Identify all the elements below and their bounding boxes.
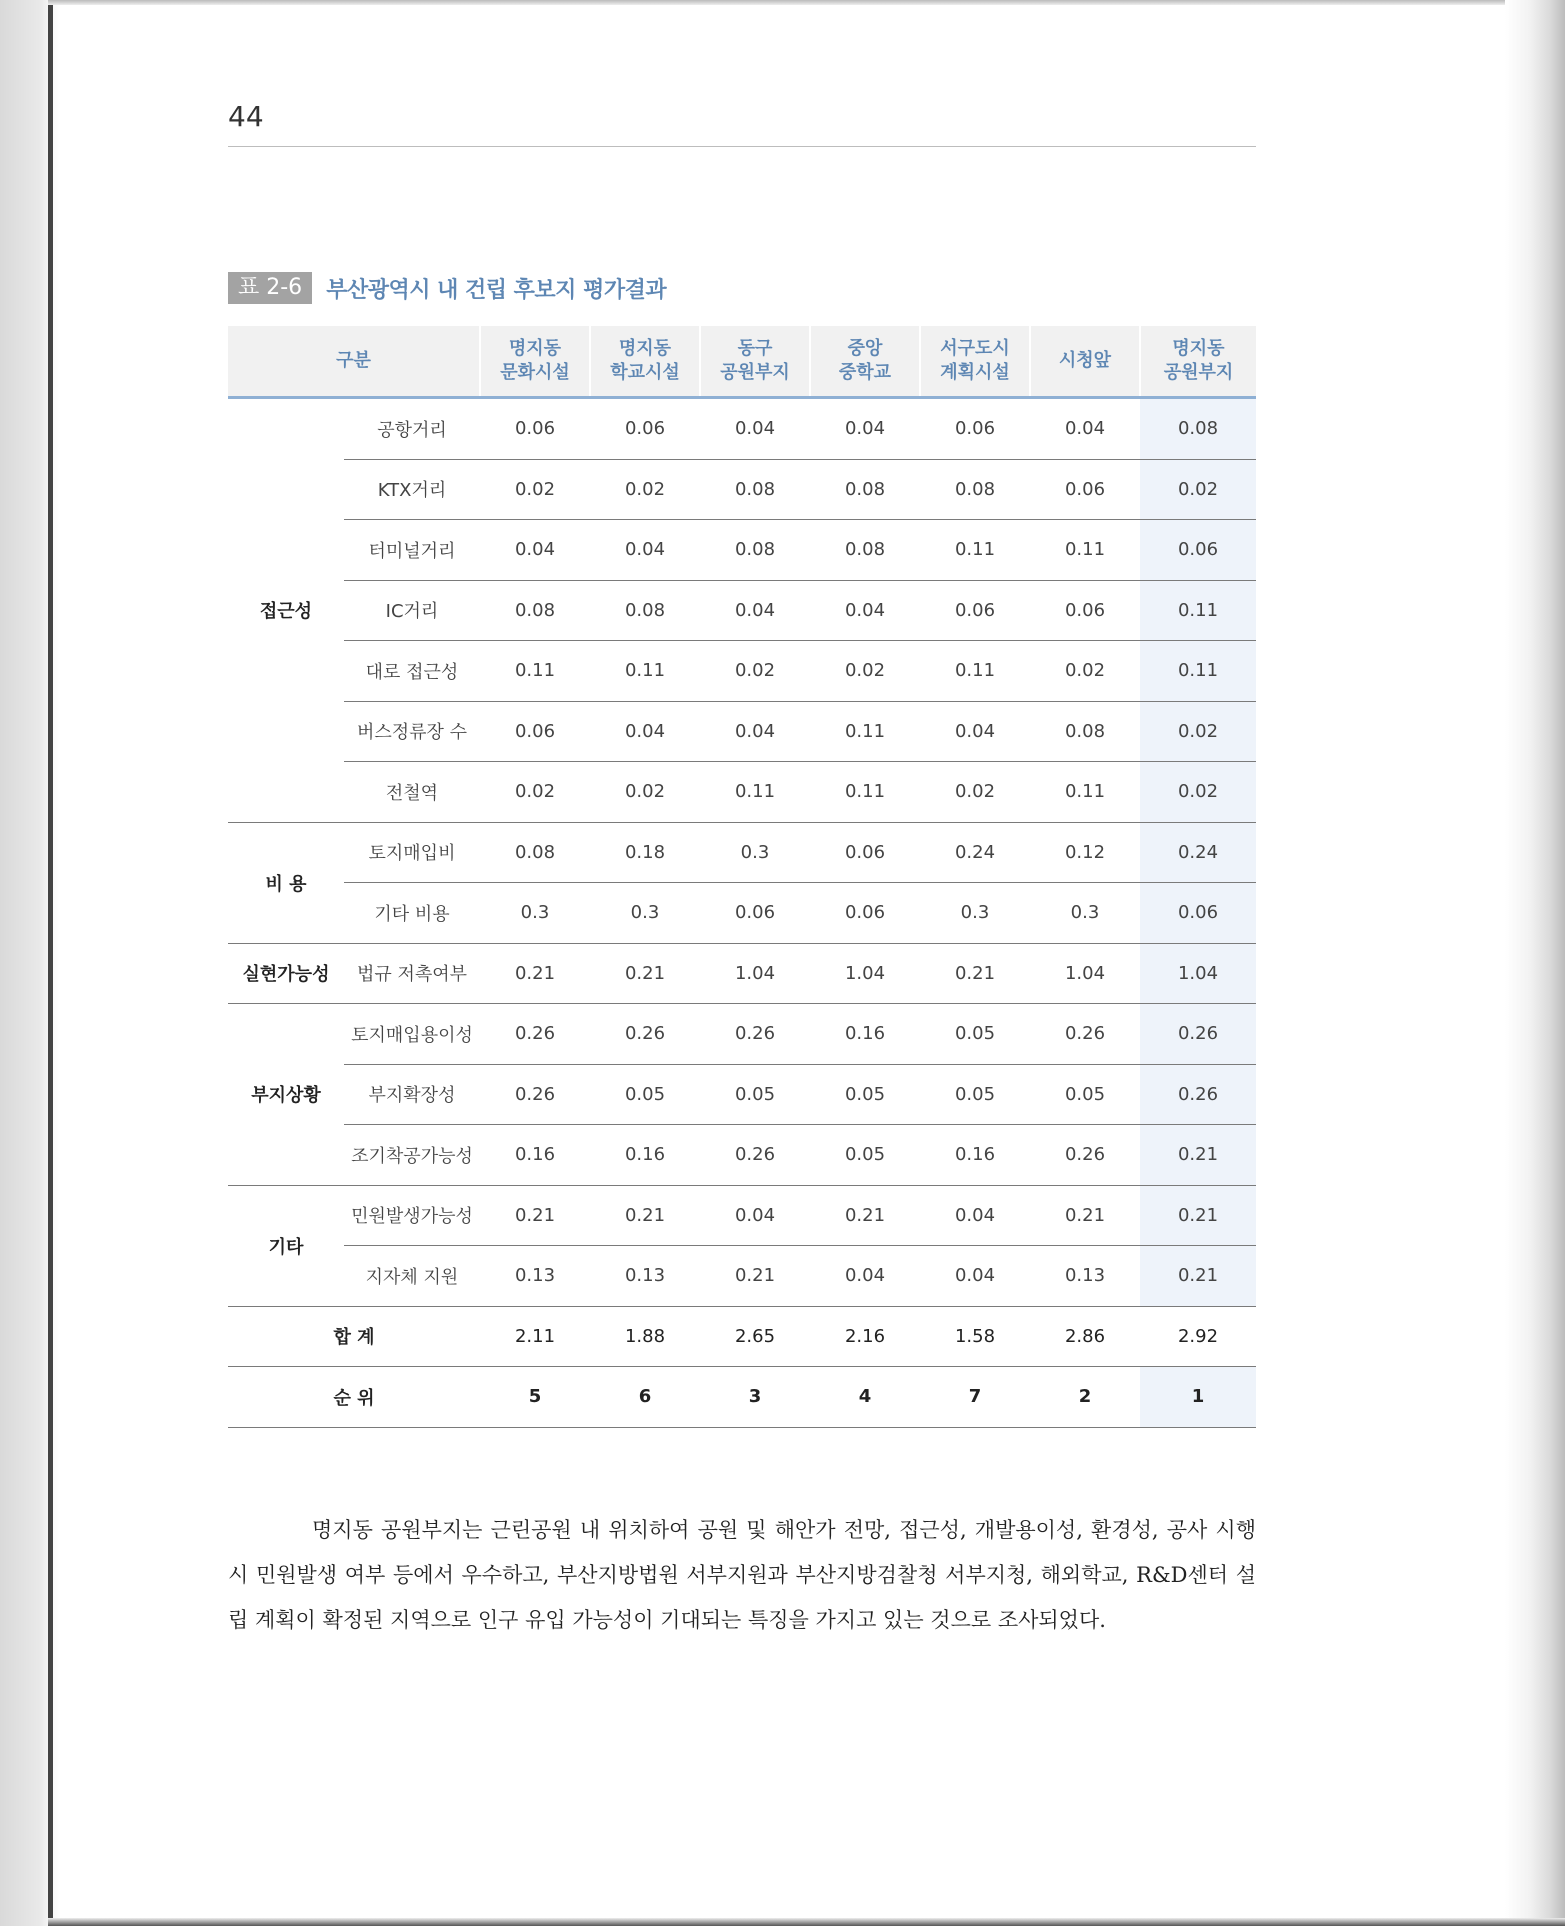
table-body (228, 398, 1256, 1428)
value-cell: 0.21 (700, 1246, 810, 1307)
value-cell: 0.11 (700, 762, 810, 823)
row-category: 접근성 (228, 398, 344, 823)
value-cell: 0.04 (700, 701, 810, 762)
value-cell: 0.11 (810, 762, 920, 823)
value-cell: 0.26 (480, 1004, 590, 1065)
value-cell: 0.05 (700, 1064, 810, 1125)
value-cell: 0.04 (810, 398, 920, 460)
row-label: 조기착공가능성 (344, 1125, 480, 1186)
table-header-row (228, 326, 1256, 398)
total-value-cell: 2.11 (480, 1306, 590, 1367)
rank-value-cell: 7 (920, 1367, 1030, 1428)
rank-label: 순 위 (228, 1367, 480, 1428)
value-cell: 0.08 (810, 459, 920, 520)
value-cell: 0.05 (1030, 1064, 1140, 1125)
table-header-line: 문화시설 (500, 362, 570, 383)
value-cell: 0.08 (700, 459, 810, 520)
value-cell: 0.02 (920, 762, 1030, 823)
rank-row (228, 1367, 1256, 1428)
value-cell: 0.18 (590, 822, 700, 883)
value-cell: 0.06 (920, 398, 1030, 460)
value-cell: 0.04 (700, 1185, 810, 1246)
value-cell: 0.06 (1030, 580, 1140, 641)
value-cell: 0.06 (480, 701, 590, 762)
table-caption (228, 272, 666, 304)
value-cell: 0.08 (700, 520, 810, 581)
row-label: 법규 저촉여부 (344, 943, 480, 1004)
body-paragraph (228, 1508, 1256, 1643)
value-cell: 0.08 (590, 580, 700, 641)
value-cell: 0.04 (590, 701, 700, 762)
value-cell: 0.13 (590, 1246, 700, 1307)
row-label: 버스정류장 수 (344, 701, 480, 762)
value-cell: 0.11 (920, 641, 1030, 702)
table-header-cell (590, 326, 700, 398)
row-label: IC거리 (344, 580, 480, 641)
value-cell: 0.08 (1140, 398, 1256, 460)
table-header-line: 중앙 (847, 338, 883, 359)
value-cell: 0.16 (920, 1125, 1030, 1186)
table-row (228, 883, 1256, 944)
body-paragraph-text: 명지동 공원부지는 근린공원 내 위치하여 공원 및 해안가 전망, 접근성, 개발용이성, 환경성, 공사 시행 시 민원발생 여부 등에서 우수하고, 부산지방법원 서부지원과 부산지방검찰청 서부지청, 해외학교, R&D센터 설립 계획이 확정된 지역으로 인구 유입 가능성이 기대되는 특징을 가지고 있는 것으로 조사되었다. (228, 1518, 1256, 1632)
value-cell: 0.06 (920, 580, 1030, 641)
value-cell: 0.11 (1030, 762, 1140, 823)
value-cell: 0.04 (590, 520, 700, 581)
value-cell: 0.08 (920, 459, 1030, 520)
table-row (228, 1125, 1256, 1186)
rank-value-cell: 6 (590, 1367, 700, 1428)
header-rule (228, 146, 1256, 147)
table-row (228, 580, 1256, 641)
row-label: 지자체 지원 (344, 1246, 480, 1307)
table-caption-label: 표 2-6 (228, 272, 312, 304)
value-cell: 0.06 (1140, 883, 1256, 944)
page-left-edge (48, 0, 53, 1926)
table-header-line: 학교시설 (610, 362, 680, 383)
rank-value-cell: 4 (810, 1367, 920, 1428)
value-cell: 0.26 (590, 1004, 700, 1065)
value-cell: 0.16 (590, 1125, 700, 1186)
value-cell: 0.04 (920, 1185, 1030, 1246)
value-cell: 0.06 (1030, 459, 1140, 520)
row-category: 부지상황 (228, 1004, 344, 1186)
value-cell: 0.05 (810, 1125, 920, 1186)
rank-value-cell: 3 (700, 1367, 810, 1428)
value-cell: 0.3 (1030, 883, 1140, 944)
table-row (228, 1185, 1256, 1246)
value-cell: 0.02 (590, 459, 700, 520)
table-row (228, 822, 1256, 883)
evaluation-table (228, 326, 1256, 1428)
table-row (228, 520, 1256, 581)
row-category: 실현가능성 (228, 943, 344, 1004)
table-header-line: 공원부지 (1163, 362, 1234, 383)
table-header-line: 공원부지 (720, 362, 790, 383)
value-cell: 0.11 (480, 641, 590, 702)
value-cell: 0.04 (480, 520, 590, 581)
value-cell: 0.21 (1140, 1125, 1256, 1186)
value-cell: 0.3 (590, 883, 700, 944)
row-label: 터미널거리 (344, 520, 480, 581)
table-header-line: 중학교 (838, 362, 892, 383)
value-cell: 0.08 (480, 580, 590, 641)
value-cell: 0.02 (1140, 459, 1256, 520)
rank-value-cell: 5 (480, 1367, 590, 1428)
table-header-line: 명지동 (508, 338, 562, 359)
rank-value-cell: 1 (1140, 1367, 1256, 1428)
value-cell: 0.21 (1140, 1185, 1256, 1246)
value-cell: 0.12 (1030, 822, 1140, 883)
value-cell: 0.02 (480, 762, 590, 823)
value-cell: 0.21 (1030, 1185, 1140, 1246)
page-bottom-edge (48, 1918, 1565, 1926)
row-label: 토지매입용이성 (344, 1004, 480, 1065)
value-cell: 0.16 (810, 1004, 920, 1065)
value-cell: 1.04 (1030, 943, 1140, 1004)
value-cell: 0.02 (810, 641, 920, 702)
value-cell: 1.04 (1140, 943, 1256, 1004)
value-cell: 0.02 (1030, 641, 1140, 702)
table-row (228, 398, 1256, 460)
table-header-corner: 구분 (228, 326, 480, 398)
value-cell: 0.26 (700, 1004, 810, 1065)
total-value-cell: 2.65 (700, 1306, 810, 1367)
value-cell: 0.11 (1140, 641, 1256, 702)
value-cell: 0.24 (920, 822, 1030, 883)
value-cell: 0.11 (920, 520, 1030, 581)
row-label: 기타 비용 (344, 883, 480, 944)
value-cell: 0.06 (480, 398, 590, 460)
value-cell: 0.05 (920, 1004, 1030, 1065)
value-cell: 0.24 (1140, 822, 1256, 883)
value-cell: 0.05 (590, 1064, 700, 1125)
total-value-cell: 2.86 (1030, 1306, 1140, 1367)
value-cell: 0.11 (1140, 580, 1256, 641)
value-cell: 0.02 (480, 459, 590, 520)
value-cell: 0.11 (810, 701, 920, 762)
total-label: 합 계 (228, 1306, 480, 1367)
table-row (228, 641, 1256, 702)
page-number: 44 (228, 100, 264, 133)
table-header-line: 명지동 (618, 338, 672, 359)
value-cell: 0.13 (480, 1246, 590, 1307)
value-cell: 0.04 (700, 580, 810, 641)
value-cell: 0.26 (1030, 1125, 1140, 1186)
row-category: 기타 (228, 1185, 344, 1306)
table-header-cell (920, 326, 1030, 398)
table-header-cell (1030, 326, 1140, 398)
value-cell: 0.04 (1030, 398, 1140, 460)
total-value-cell: 1.88 (590, 1306, 700, 1367)
value-cell: 0.13 (1030, 1246, 1140, 1307)
row-label: 공항거리 (344, 398, 480, 460)
value-cell: 0.04 (810, 580, 920, 641)
row-label: 민원발생가능성 (344, 1185, 480, 1246)
page-right-shadow (1505, 0, 1565, 1926)
row-label: 부지확장성 (344, 1064, 480, 1125)
table-header-line: 동구 (737, 338, 773, 359)
value-cell: 0.04 (700, 398, 810, 460)
value-cell: 0.26 (700, 1125, 810, 1186)
value-cell: 0.06 (810, 883, 920, 944)
value-cell: 0.3 (480, 883, 590, 944)
rank-value-cell: 2 (1030, 1367, 1140, 1428)
value-cell: 0.3 (700, 822, 810, 883)
table-header-line: 서구도시 (940, 338, 1010, 359)
value-cell: 0.06 (700, 883, 810, 944)
row-label: 전철역 (344, 762, 480, 823)
value-cell: 0.05 (920, 1064, 1030, 1125)
value-cell: 0.21 (1140, 1246, 1256, 1307)
table-header-cell (1140, 326, 1256, 398)
table-row (228, 1064, 1256, 1125)
table-row (228, 701, 1256, 762)
value-cell: 0.11 (1030, 520, 1140, 581)
value-cell: 0.06 (590, 398, 700, 460)
value-cell: 0.05 (810, 1064, 920, 1125)
value-cell: 1.04 (700, 943, 810, 1004)
table-header-cell (810, 326, 920, 398)
total-value-cell: 2.92 (1140, 1306, 1256, 1367)
value-cell: 0.26 (480, 1064, 590, 1125)
total-value-cell: 2.16 (810, 1306, 920, 1367)
value-cell: 0.08 (810, 520, 920, 581)
value-cell: 0.04 (810, 1246, 920, 1307)
value-cell: 0.06 (810, 822, 920, 883)
value-cell: 0.21 (480, 1185, 590, 1246)
value-cell: 0.21 (590, 1185, 700, 1246)
value-cell: 1.04 (810, 943, 920, 1004)
value-cell: 0.02 (1140, 762, 1256, 823)
table-row (228, 459, 1256, 520)
value-cell: 0.21 (920, 943, 1030, 1004)
value-cell: 0.08 (480, 822, 590, 883)
value-cell: 0.08 (1030, 701, 1140, 762)
table-row (228, 943, 1256, 1004)
value-cell: 0.04 (920, 701, 1030, 762)
value-cell: 0.26 (1140, 1064, 1256, 1125)
total-value-cell: 1.58 (920, 1306, 1030, 1367)
row-label: 토지매입비 (344, 822, 480, 883)
value-cell: 0.02 (700, 641, 810, 702)
row-category: 비 용 (228, 822, 344, 943)
table-row (228, 1246, 1256, 1307)
value-cell: 0.26 (1030, 1004, 1140, 1065)
table-header-cell (480, 326, 590, 398)
table-header-line: 계획시설 (940, 362, 1010, 383)
table-header-line: 명지동 (1172, 338, 1225, 359)
value-cell: 0.3 (920, 883, 1030, 944)
value-cell: 0.02 (1140, 701, 1256, 762)
total-row (228, 1306, 1256, 1367)
value-cell: 0.21 (810, 1185, 920, 1246)
value-cell: 0.21 (590, 943, 700, 1004)
value-cell: 0.02 (590, 762, 700, 823)
value-cell: 0.04 (920, 1246, 1030, 1307)
table-row (228, 762, 1256, 823)
value-cell: 0.26 (1140, 1004, 1256, 1065)
value-cell: 0.21 (480, 943, 590, 1004)
value-cell: 0.16 (480, 1125, 590, 1186)
value-cell: 0.06 (1140, 520, 1256, 581)
table-caption-title: 부산광역시 내 건립 후보지 평가결과 (326, 277, 667, 303)
page-top-edge (48, 0, 1565, 5)
row-label: KTX거리 (344, 459, 480, 520)
table-header-line: 시청앞 (1058, 350, 1112, 371)
row-label: 대로 접근성 (344, 641, 480, 702)
value-cell: 0.11 (590, 641, 700, 702)
table-row (228, 1004, 1256, 1065)
table-header-cell (700, 326, 810, 398)
